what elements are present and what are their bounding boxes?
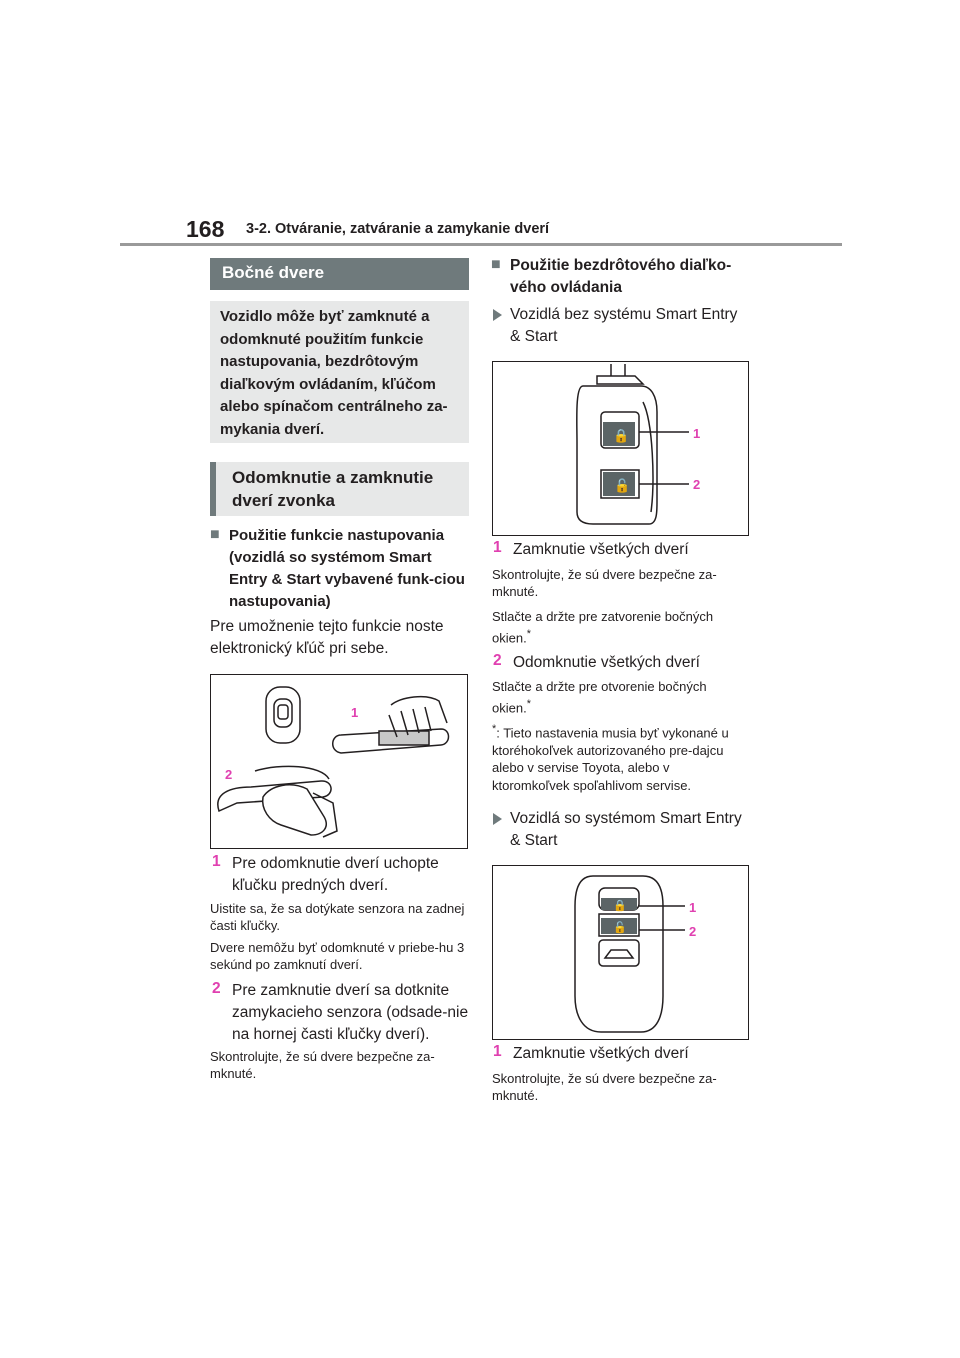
figure-a-label-2: 2 <box>693 477 701 492</box>
right-a-step-2-note-1 <box>492 679 749 716</box>
variant-a-text: Vozidlá bez systému Smart Entry & Start <box>510 306 738 345</box>
unlock-icon: 🔓 <box>614 478 631 493</box>
remote-heading-text: Použitie bezdrôtového diaľko-vého ovládania <box>510 257 732 296</box>
figure-b-label-2: 2 <box>689 924 697 939</box>
subsection-title: Odomknutie a zamknutie dverí zvonka <box>210 462 469 516</box>
door-handle-figure <box>210 674 468 849</box>
step-number: 1 <box>212 853 221 870</box>
entry-heading <box>210 525 469 613</box>
unlock-icon: 🔓 <box>613 922 627 934</box>
entry-text: Pre umožnenie tejto funkcie noste elektronický kľúč pri sebe. <box>210 618 444 657</box>
header-rule <box>120 243 842 246</box>
entry-heading-text: Použitie funkcie nastupovania (vozidlá so systémom Smart Entry & Start vybavené funk-ciou nastupovania) <box>229 527 465 610</box>
right-a-step-2 <box>493 652 749 674</box>
step-number: 1 <box>493 539 502 556</box>
remote-key-figure-b <box>492 865 749 1040</box>
left-step-2 <box>212 980 469 1046</box>
right-a-step-1-note-2 <box>492 609 749 646</box>
chapter-title: 3-2. Otváranie, zatváranie a zamykanie dverí <box>246 221 550 237</box>
step-text: Pre odomknutie dverí uchopte kľučku predných dverí. <box>232 855 439 894</box>
triangle-bullet-icon <box>493 309 502 321</box>
note-text: Stlačte a držte pre zatvorenie bočných okien. <box>492 609 714 645</box>
step-text: Zamknutie všetkých dverí <box>513 541 689 558</box>
remote-key-figure-a <box>492 361 749 536</box>
step-text: Odomknutie všetkých dverí <box>513 654 700 671</box>
right-a-step-1-note-1: Skontrolujte, že sú dvere bezpečne za-mknuté. <box>492 567 717 599</box>
footnote-mark: * <box>526 697 531 710</box>
step-number: 2 <box>212 980 221 997</box>
square-bullet-icon: ■ <box>210 526 220 543</box>
section-title: Bočné dvere <box>210 258 469 290</box>
remote-heading <box>491 255 750 299</box>
right-b-step-1-note-1: Skontrolujte, že sú dvere bezpečne za-mknuté. <box>492 1071 717 1103</box>
figure-label-1: 1 <box>351 705 359 720</box>
left-step-2-note-1: Skontrolujte, že sú dvere bezpečne za-mknuté. <box>210 1049 435 1081</box>
triangle-bullet-icon <box>493 813 502 825</box>
note-text: Stlačte a držte pre otvorenie bočných okien. <box>492 679 707 715</box>
right-b-step-1 <box>493 1043 749 1065</box>
variant-b <box>510 808 750 852</box>
variant-b-text: Vozidlá so systémom Smart Entry & Start <box>510 810 742 849</box>
smart-key-illustration <box>493 866 748 1039</box>
step-number: 1 <box>493 1043 502 1060</box>
page-number: 168 <box>186 216 225 242</box>
step-number: 2 <box>493 652 502 669</box>
footnote-text: : Tieto nastavenia musia byť vykonané u ktoréhokoľvek autorizovaného pre-dajcu alebo v servise Toyota, alebo v ktoromkoľvek spoľahlivom servise. <box>492 725 729 793</box>
door-handle-illustration <box>211 675 467 848</box>
flip-key-illustration <box>493 362 748 535</box>
left-step-1-note-1: Uistite sa, že sa dotýkate senzora na zadnej časti kľučky. <box>210 901 465 933</box>
right-a-step-1 <box>493 539 749 561</box>
lock-icon: 🔒 <box>613 900 627 912</box>
step-text: Pre zamknutie dverí sa dotknite zamykacieho senzora (odsade-nie na hornej časti kľučky dverí). <box>232 982 469 1043</box>
footnote-mark: * <box>526 627 531 640</box>
variant-a <box>510 304 750 348</box>
left-step-1 <box>212 853 469 897</box>
lock-icon: 🔒 <box>613 428 630 443</box>
left-step-1-note-2: Dvere nemôžu byť odomknuté v priebe-hu 3 sekúnd po zamknutí dverí. <box>210 940 465 972</box>
square-bullet-icon: ■ <box>491 256 501 273</box>
figure-b-label-1: 1 <box>689 900 697 915</box>
intro-text: Vozidlo môže byť zamknuté a odomknuté použitím funkcie nastupovania, bezdrôtovým diaľkovým ovládaním, kľúčom alebo spínačom centrálneho za-mykania dverí. <box>210 301 469 443</box>
footnote <box>492 721 749 794</box>
figure-a-label-1: 1 <box>693 426 701 441</box>
footnote-mark: * <box>492 723 497 735</box>
step-text: Zamknutie všetkých dverí <box>513 1045 689 1062</box>
figure-label-2: 2 <box>225 767 233 782</box>
